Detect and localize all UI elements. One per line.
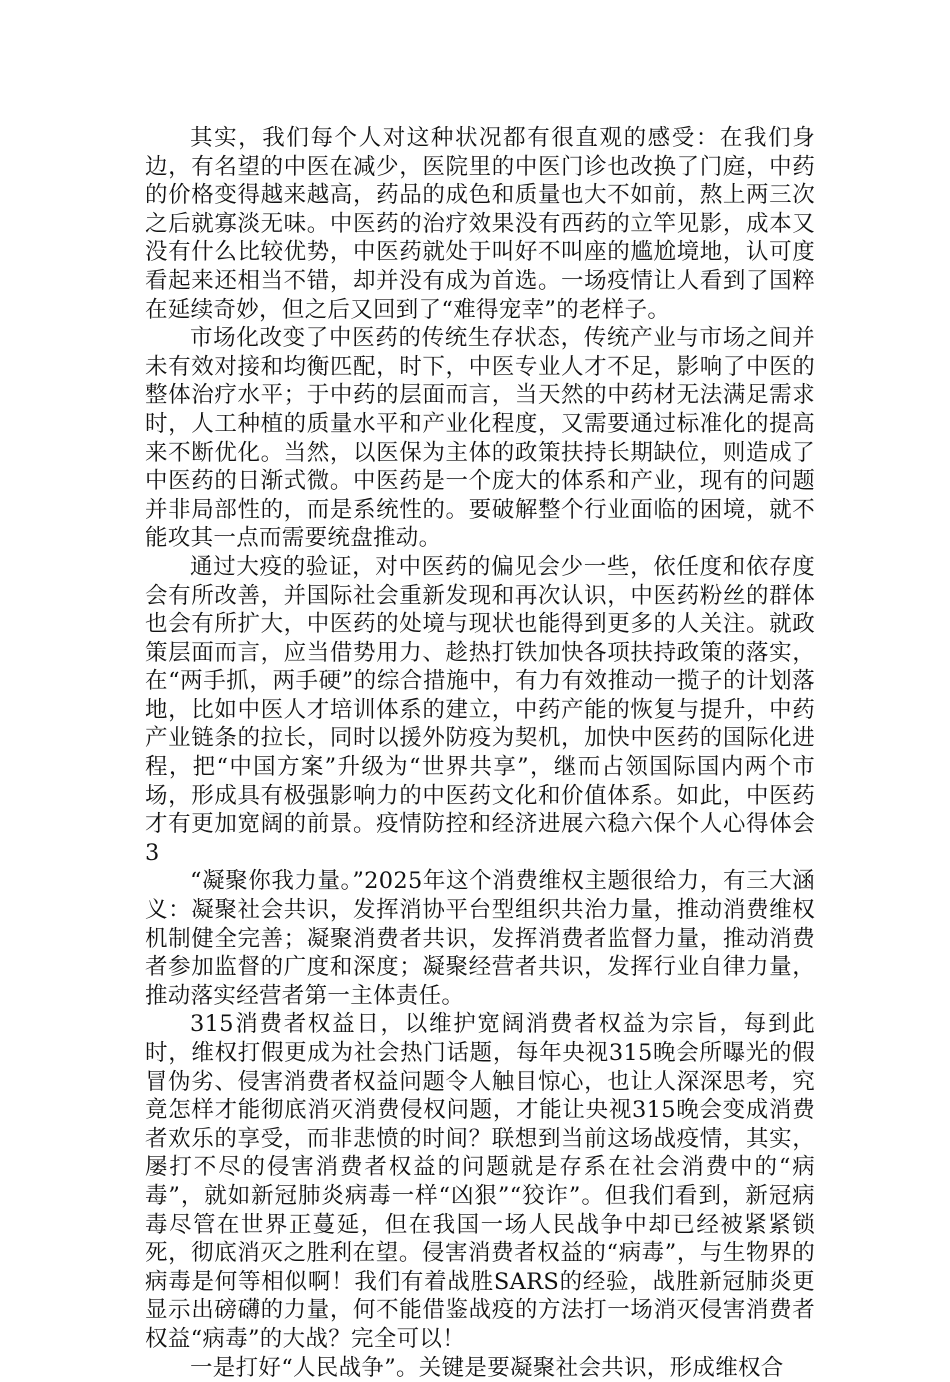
paragraph-2: 市场化改变了中医药的传统生存状态，传统产业与市场之间并未有效对接和均衡匹配，时下，中医专业人才不足，影响了中医的整体治疗水平；于中药的层面而言，当天然的中药材无法满足需求时，人工种植的质量水平和产业化程度，又需要通过标准化的提高来不断优化。当然，以医保为主体的政策扶持长期缺位，则造成了中医药的日渐式微。中医药是一个庞大的体系和产业，现有的问题并非局部性的，而是系统性的。要破解整个行业面临的困境，就不能攻其一点而需要统盘推动。: [145, 325, 815, 552]
paragraph-5: 315消费者权益日，以维护宽阔消费者权益为宗旨，每到此时，维权打假更成为社会热门话题，每年央视315晚会所曝光的假冒伪劣、侵害消费者权益问题令人触目惊心，也让人深深思考，究竟怎样才能彻底消灭消费侵权问题，才能让央视315晚会变成消费者欢乐的享受，而非悲愤的时间？联想到当前这场战疫情，其实，屡打不尽的侵害消费者权益的问题就是存系在社会消费中的“病毒”，就如新冠肺炎病毒一样“凶狠”“狡诈”。但我们看到，新冠病毒尽管在世界正蔓延，但在我国一场人民战争中却已经被紧紧锁死，彻底消灭之胜利在望。侵害消费者权益的“病毒”，与生物界的病毒是何等相似啊！我们有着战胜SARS的经验，战胜新冠肺炎更显示出磅礴的力量，何不能借鉴战疫的方法打一场消灭侵害消费者权益“病毒”的大战？完全可以！: [145, 1011, 815, 1352]
paragraph-4: “凝聚你我力量。”2025年这个消费维权主题很给力，有三大涵义：凝聚社会共识，发挥消协平台型组织共治力量，推动消费维权机制健全完善；凝聚消费者共识，发挥消费者监督力量，推动消费者参加监督的广度和深度；凝聚经营者共识，发挥行业自律力量，推动落实经营者第一主体责任。: [145, 868, 815, 1009]
document-body: [145, 124, 815, 1382]
paragraph-6: 一是打好“人民战争”。关键是要凝聚社会共识，形成维权合: [190, 1354, 784, 1381]
paragraph-1: 其实，我们每个人对这种状况都有很直观的感受：在我们身边，有名望的中医在减少，医院里的中医门诊也改换了门庭，中药的价格变得越来越高，药品的成色和质量也大不如前，熬上两三次之后就寡淡无味。中医药的治疗效果没有西药的立竿见影，成本又没有什么比较优势，中医药就处于叫好不叫座的尴尬境地，认可度看起来还相当不错，却并没有成为首选。一场疫情让人看到了国粹在延续奇妙，但之后又回到了“难得宠幸”的老样子。: [145, 125, 815, 323]
paragraph-3: 通过大疫的验证，对中医药的偏见会少一些，依任度和依存度会有所改善，并国际社会重新发现和再次认识，中医药粉丝的群体也会有所扩大，中医药的处境与现状也能得到更多的人关注。就政策层面而言，应当借势用力、趁热打铁加快各项扶持政策的落实，在“两手抓，两手硬”的综合措施中，有力有效推动一揽子的计划落地，比如中医人才培训体系的建立，中药产能的恢复与提升，中药产业链条的拉长，同时以援外防疫为契机，加快中医药的国际化进程，把“中国方案”升级为“世界共享”，继而占领国际国内两个市场，形成具有极强影响力的中医药文化和价值体系。如此，中医药才有更加宽阔的前景。疫情防控和经济进展六稳六保个人心得体会3: [145, 553, 815, 866]
